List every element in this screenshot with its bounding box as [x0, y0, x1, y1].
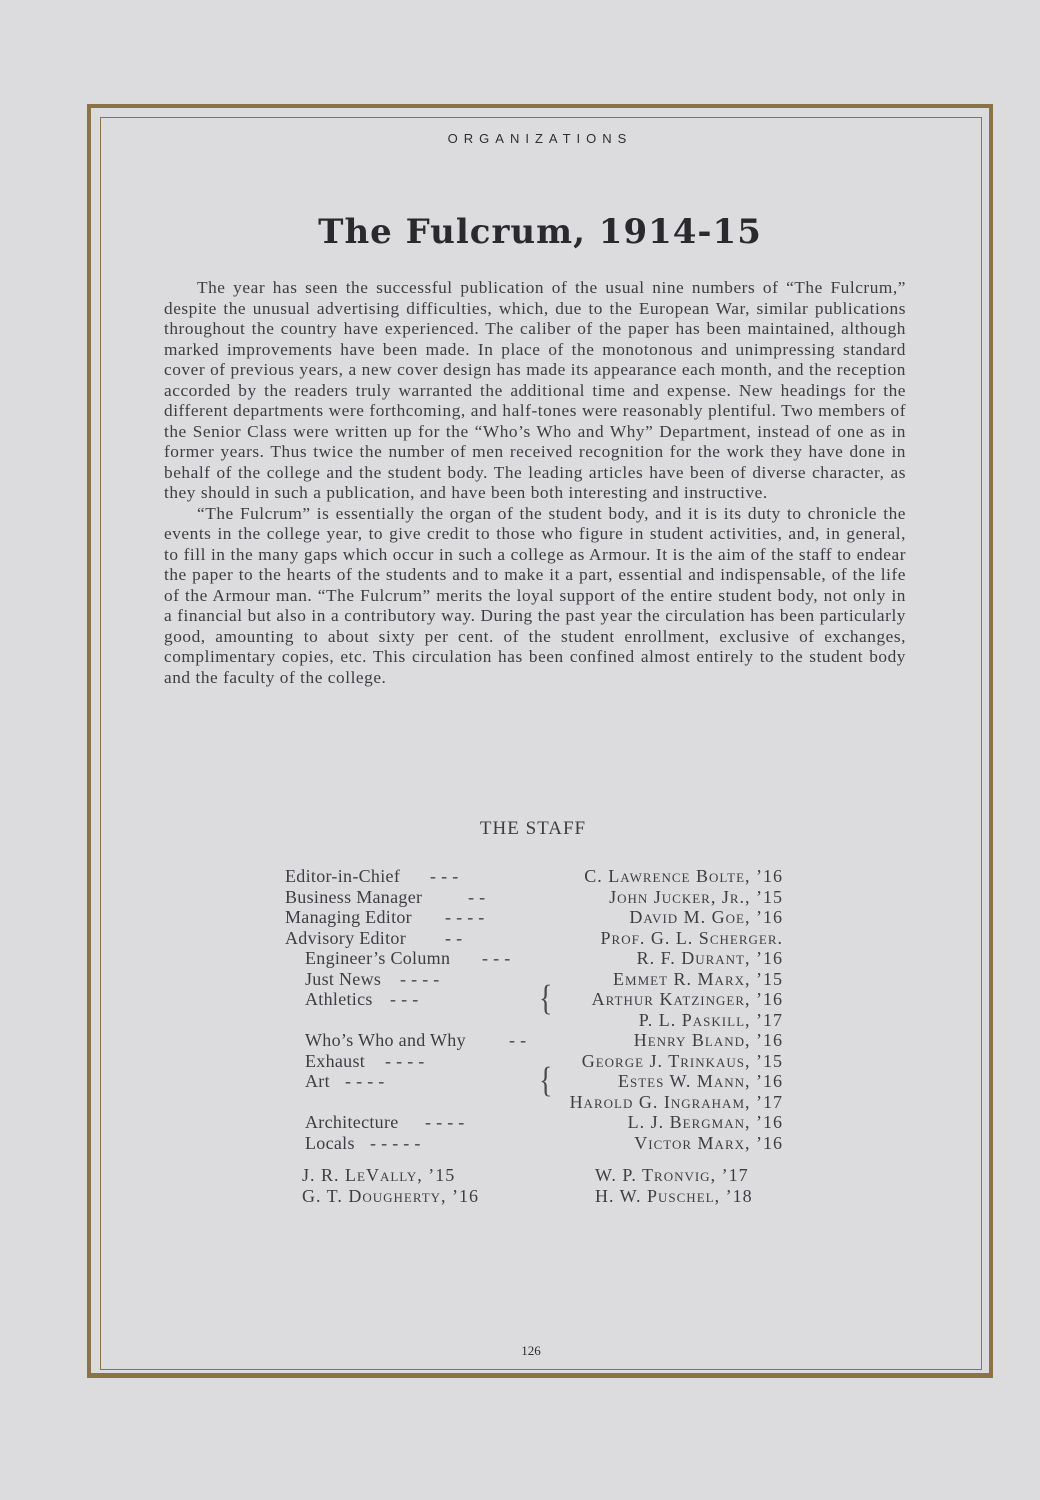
paragraph-1: The year has seen the successful publication of the usual nine numbers of “The Fulcrum,” despite the unusual advertising difficulties, which, due to the European War, similar publications throughout the country have experienced. The caliber of the paper has been maintained, although marked improvements have been made. In place of the monotonous and unimpressing standard cover of previous years, a new cover design has made its appearance each month, and the reception accorded by the readers truly warranted the additional time and expense. New headings for the different departments were forthcoming, and half-tones were reasonably plentiful. Two members of the Senior Class were written up for the “Who’s Who and Why” Department, instead of one as in former years. Thus twice the number of men received recognition for the work they have done in behalf of the college and the student body. The leading articles have been of diverse character, as they should in such a publication, and have been both interesting and instructive.	[164, 278, 906, 502]
staff-role: Art	[305, 1071, 330, 1091]
staff-dashes: - - - -	[425, 1112, 465, 1132]
staff-row	[285, 1010, 805, 1031]
staff-person: Arthur Katzinger, ’16	[591, 989, 783, 1009]
staff-role: Locals	[305, 1132, 355, 1153]
staff-row	[285, 887, 805, 908]
page-number: 126	[521, 1343, 541, 1358]
brace-icon: {	[539, 1060, 553, 1101]
staff-person: Prof. G. L. Scherger.	[600, 927, 783, 948]
staff-role: Athletics	[305, 989, 373, 1009]
staff-role: Who’s Who and Why	[305, 1030, 466, 1050]
staff-dashes: - - - -	[345, 1071, 385, 1091]
staff-member: J. R. LeVally, ’15	[302, 1165, 456, 1185]
staff-person: David M. Goe, ’16	[629, 907, 783, 927]
staff-role: Just News	[305, 968, 382, 989]
staff-list	[285, 866, 805, 1153]
staff-role: Architecture	[305, 1112, 399, 1132]
staff-dashes: - -	[468, 886, 486, 907]
article-body	[164, 278, 906, 688]
staff-role: Engineer’s Column	[305, 948, 451, 968]
staff-person: George J. Trinkaus, ’15	[581, 1050, 783, 1071]
staff-row	[285, 907, 805, 928]
staff-role: Managing Editor	[285, 907, 412, 927]
paragraph-2: “The Fulcrum” is essentially the organ of the student body, and it is its duty to chronicle the events in the college year, to give credit to those who figure in student activities, and, in general, to fill in the many gaps which occur in such a college as Armour. It is the aim of the staff to endear the paper to the hearts of the students and to make it a part, essential and indispensable, of the life of the Armour man. “The Fulcrum” merits the loyal support of the entire student body, not only in a financial but also in a contributory way. During the past year the circulation has been particularly good, amounting to about sixty per cent. of the student enrollment, exclusive of exchanges, complimentary copies, etc. This circulation has been confined almost entirely to the student body and the faculty of the college.	[164, 503, 906, 687]
staff-person: Emmet R. Marx, ’15	[613, 968, 783, 989]
staff-dashes: - - -	[482, 948, 511, 968]
staff-person: P. L. Paskill, ’17	[638, 1009, 783, 1030]
staff-person: Estes W. Mann, ’16	[617, 1071, 783, 1091]
staff-dashes: - - -	[430, 866, 459, 886]
staff-role: Business Manager	[285, 886, 423, 907]
page-title: The Fulcrum, 1914-15	[318, 212, 762, 252]
brace-icon: {	[539, 978, 553, 1019]
staff-person: John Jucker, Jr., ’15	[609, 886, 783, 907]
staff-person: Victor Marx, ’16	[634, 1132, 783, 1153]
staff-row	[285, 866, 805, 887]
staff-person: L. J. Bergman, ’16	[627, 1112, 783, 1132]
staff-role: Exhaust	[305, 1050, 366, 1071]
staff-heading: THE STAFF	[479, 818, 587, 839]
staff-member: H. W. Puschel, ’18	[595, 1185, 753, 1206]
staff-dashes: - - - - -	[370, 1132, 421, 1153]
staff-dashes: - -	[445, 927, 463, 948]
staff-person: C. Lawrence Bolte, ’16	[584, 866, 783, 886]
staff-dashes: - -	[509, 1030, 527, 1050]
staff-row	[285, 1030, 805, 1051]
staff-person: Henry Bland, ’16	[633, 1030, 783, 1050]
staff-row	[285, 1092, 805, 1113]
staff-row	[285, 948, 805, 969]
staff-row	[285, 1133, 805, 1154]
staff-member: W. P. Tronvig, ’17	[595, 1165, 749, 1185]
staff-member: G. T. Dougherty, ’16	[302, 1185, 480, 1206]
staff-dashes: - - - -	[385, 1050, 425, 1071]
staff-row	[285, 928, 805, 949]
staff-dashes: - - -	[390, 989, 419, 1009]
staff-dashes: - - - -	[445, 907, 485, 927]
section-label: ORGANIZATIONS	[447, 131, 633, 146]
staff-role: Editor-in-Chief	[285, 866, 401, 886]
staff-extra-right	[595, 1165, 753, 1206]
staff-extra-left	[302, 1165, 479, 1206]
staff-role: Advisory Editor	[285, 927, 406, 948]
staff-person: Harold G. Ingraham, ’17	[569, 1091, 783, 1112]
staff-row	[285, 1112, 805, 1133]
staff-dashes: - - - -	[400, 968, 440, 989]
staff-person: R. F. Durant, ’16	[636, 948, 783, 968]
